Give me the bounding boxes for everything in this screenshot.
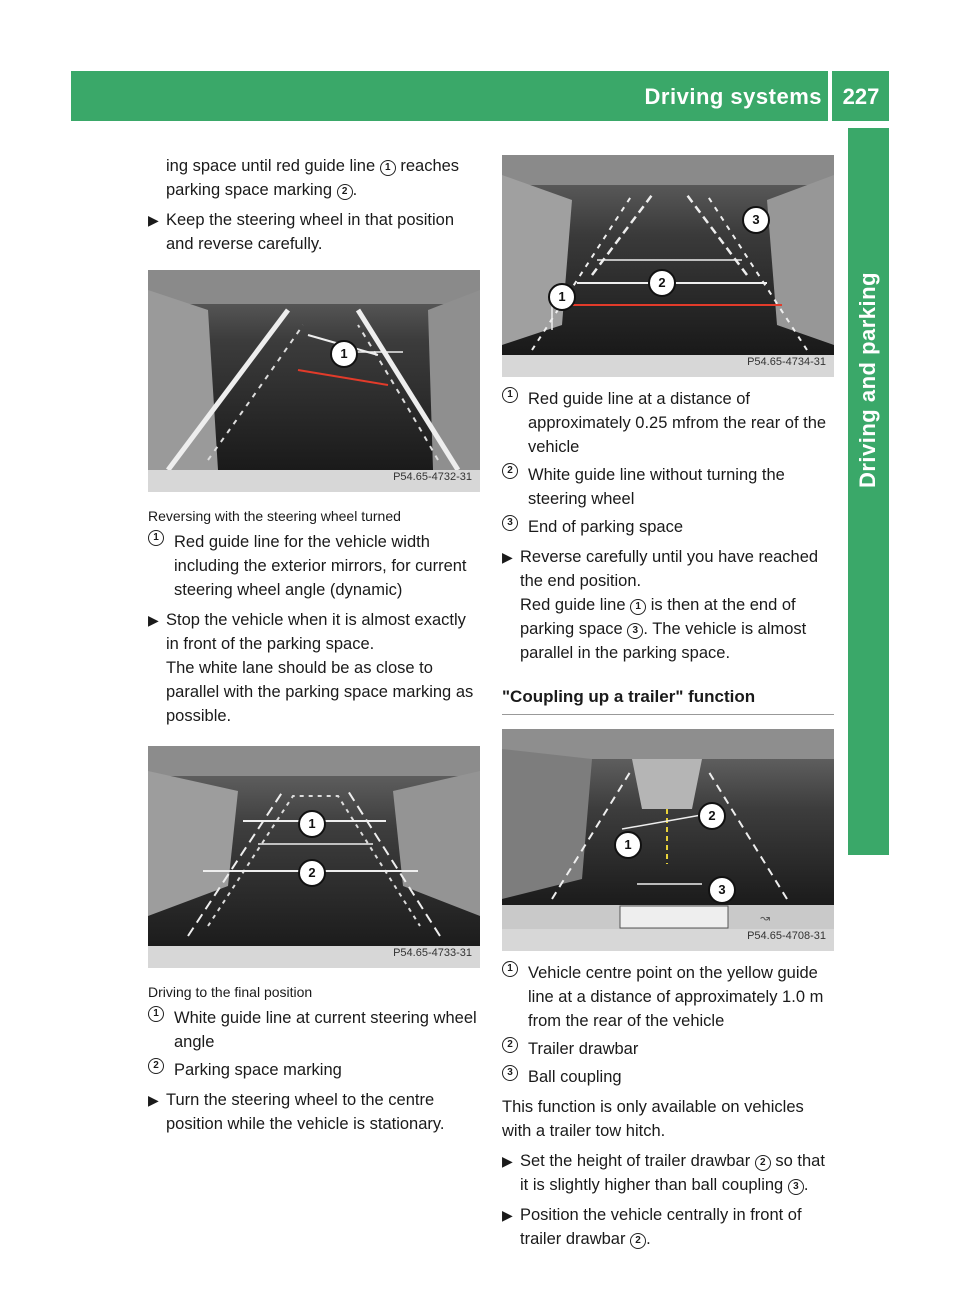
continuation-paragraph: ing space until red guide line 1 reaches parking space marking 2 .: [166, 157, 460, 199]
callout-2: 2: [698, 802, 726, 830]
callout-1: 1: [614, 831, 642, 859]
marker-2: 2: [337, 184, 353, 200]
legend-item: 2 Trailer drawbar: [502, 1037, 834, 1061]
marker-2: 2: [755, 1155, 771, 1171]
figure-caption: Driving to the final position: [148, 984, 313, 1000]
callout-2: 2: [298, 859, 326, 887]
step-arrow-icon: ▶: [502, 1207, 513, 1223]
marker-1: 1: [380, 160, 396, 176]
callout-1: 1: [298, 810, 326, 838]
header-separator: [828, 71, 832, 121]
section-title: Driving systems: [644, 84, 822, 109]
right-column: [502, 155, 834, 1251]
legend-item: 1 Red guide line for the vehicle width including the exterior mirrors, for current steering wheel angle (dynamic): [148, 530, 480, 602]
image-code: P54.65-4733-31: [393, 947, 472, 959]
instruction-step: ▶ Reverse carefully until you have reached the end position. Red guide line 1 is then at the end of parking space 3 . The vehicle is almost parallel in the parking space.: [502, 545, 834, 665]
instruction-step: ▶ Keep the steering wheel in that position and reverse carefully.: [148, 208, 480, 256]
legend-item: 2 Parking space marking: [148, 1058, 480, 1082]
camera-image-reversing: [148, 270, 480, 492]
marker-3: 3: [627, 623, 643, 639]
legend-item: 2 White guide line without turning the steering wheel: [502, 463, 834, 511]
figure-caption: Reversing with the steering wheel turned: [148, 508, 401, 524]
side-tab-label: Driving and parking: [855, 271, 880, 489]
image-code: P54.65-4732-31: [393, 471, 472, 483]
section-heading: "Coupling up a trailer" function: [502, 685, 834, 715]
instruction-step: ▶ Stop the vehicle when it is almost exactly in front of the parking space. The white lane should be as close to parallel with the parking space marking as possible.: [148, 608, 480, 728]
step-arrow-icon: ▶: [502, 1153, 513, 1169]
legend-item: 1 Red guide line at a distance of approximately 0.25 mfrom the rear of the vehicle: [502, 387, 834, 459]
marker-2: 2: [630, 1233, 646, 1249]
step-arrow-icon: ▶: [148, 612, 159, 628]
legend-item: 3 Ball coupling: [502, 1065, 834, 1089]
step-arrow-icon: ▶: [148, 1092, 159, 1108]
callout-2: 2: [648, 269, 676, 297]
legend-item: 3 End of parking space: [502, 515, 834, 539]
camera-image-end-of-space: [502, 155, 834, 377]
side-tab: [848, 128, 889, 855]
left-column: [148, 154, 480, 1136]
image-code: P54.65-4708-31: [747, 930, 826, 942]
instruction-step: ▶ Position the vehicle centrally in front of trailer drawbar 2 .: [502, 1203, 834, 1251]
marker-3: 3: [788, 1179, 804, 1195]
legend-item: 1 Vehicle centre point on the yellow guide line at a distance of approximately 1.0 m from the rear of the vehicle: [502, 961, 834, 1033]
callout-3: 3: [742, 206, 770, 234]
marker-1: 1: [630, 599, 646, 615]
image-code: P54.65-4734-31: [747, 356, 826, 368]
instruction-step: ▶ Turn the steering wheel to the centre position while the vehicle is stationary.: [148, 1088, 480, 1136]
page-number: 227: [842, 84, 880, 109]
legend-item: 1 White guide line at current steering wheel angle: [148, 1006, 480, 1054]
svg-text:↝: ↝: [760, 911, 771, 925]
callout-1: 1: [330, 340, 358, 368]
instruction-step: ▶ Set the height of trailer drawbar 2 so that it is slightly higher than ball coupling 3 .: [502, 1149, 834, 1197]
callout-3: 3: [708, 876, 736, 904]
camera-image-final-position: [148, 746, 480, 968]
step-arrow-icon: ▶: [148, 212, 159, 228]
step-arrow-icon: ▶: [502, 549, 513, 565]
camera-image-trailer: [502, 729, 834, 951]
callout-1: 1: [548, 283, 576, 311]
body-paragraph: This function is only available on vehicles with a trailer tow hitch.: [502, 1098, 804, 1140]
